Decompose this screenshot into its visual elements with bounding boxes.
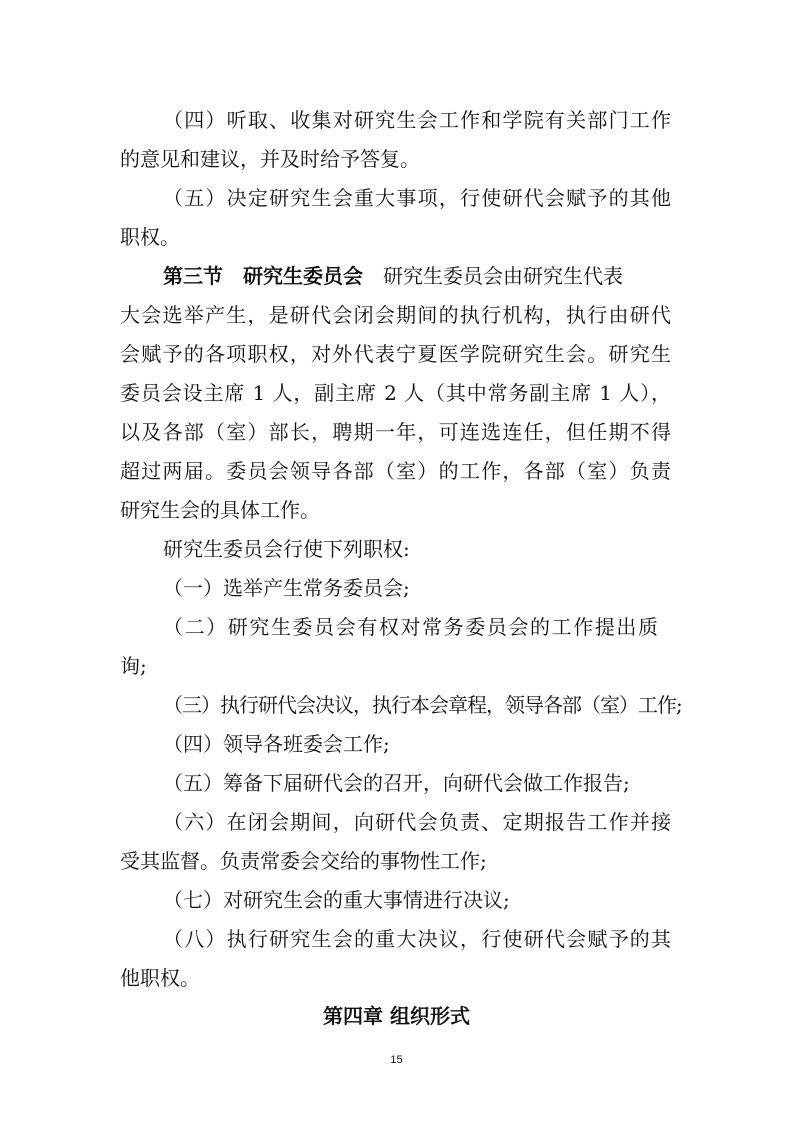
list-item: （二）研究生委员会有权对常务委员会的工作提出质 — [163, 615, 658, 639]
list-item: （六）在闭会期间，向研代会负责、定期报告工作并接 — [163, 810, 671, 834]
list-item-continuation: 他职权。 — [120, 966, 200, 990]
paragraph-line: （五）决定研究生会重大事项，行使研代会赋予的其他 — [163, 186, 671, 210]
paragraph-line: 超过两届。委员会领导各部（室）的工作，各部（室）负责 — [120, 459, 671, 483]
paragraph-line: 会赋予的各项职权，对外代表宁夏医学院研究生会。研究生 — [120, 342, 671, 366]
chapter-heading: 第四章 组织形式 — [323, 1004, 470, 1028]
list-item-continuation: 询; — [120, 654, 147, 678]
paragraph-line: 研究生委员会行使下列职权: — [163, 537, 410, 561]
list-item: （七）对研究生会的重大事情进行决议; — [163, 888, 510, 912]
section-title: 第三节 研究生委员会 — [163, 264, 363, 288]
list-item: （三）执行研代会决议，执行本会章程，领导各部（室）工作; — [163, 693, 682, 717]
list-item: （一）选举产生常务委员会; — [163, 576, 410, 600]
list-item: （四）领导各班委会工作; — [163, 732, 390, 756]
list-item-continuation: 受其监督。负责常委会交给的事物性工作; — [120, 849, 487, 873]
paragraph-line: 的意见和建议，并及时给予答复。 — [120, 147, 420, 171]
paragraph-line: （四）听取、收集对研究生会工作和学院有关部门工作 — [163, 108, 671, 132]
paragraph-line: 职权。 — [120, 225, 180, 249]
paragraph-line: 以及各部（室）部长，聘期一年，可连选连任，但任期不得 — [120, 420, 671, 444]
list-item: （五）筹备下届研代会的召开，向研代会做工作报告; — [163, 771, 630, 795]
list-item: （八）执行研究生会的重大决议，行使研代会赋予的其 — [163, 927, 671, 951]
paragraph-line: 委员会设主席 1 人，副主席 2 人（其中常务副主席 1 人）， — [120, 381, 671, 405]
paragraph-line: 大会选举产生，是研代会闭会期间的执行机构，执行由研代 — [120, 303, 671, 327]
section-line — [163, 262, 671, 290]
section-intro-text: 研究生委员会由研究生代表 — [363, 264, 623, 288]
paragraph-line: 研究生会的具体工作。 — [120, 498, 320, 522]
page-number: 15 — [390, 1054, 403, 1066]
